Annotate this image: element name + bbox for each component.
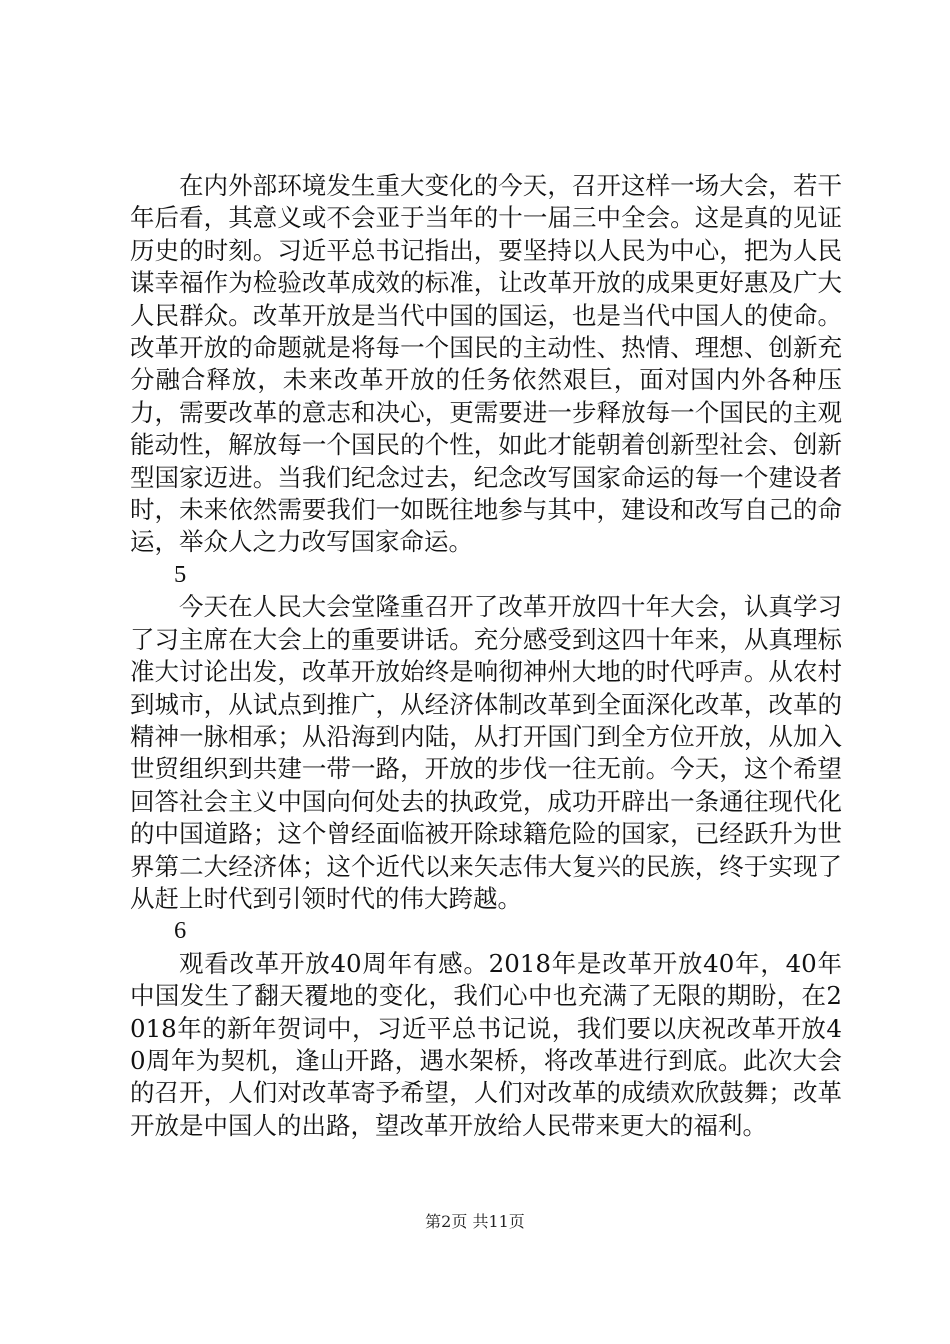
section-number: 5 (174, 560, 187, 588)
document-body (130, 170, 842, 1142)
paragraph: 观看改革开放40周年有感。2018年是改革开放40年，40年中国发生了翻天覆地的变化，我们心中也充满了无限的期盼，在2018年的新年贺词中，习近平总书记说，我们要以庆祝改革开放40周年为契机，逢山开路，遇水架桥，将改革进行到底。此次大会的召开，人们对改革寄予希望，人们对改革的成绩欢欣鼓舞；改革开放是中国人的出路，望改革开放给人民带来更大的福利。 (130, 948, 842, 1140)
section-number: 6 (174, 917, 187, 945)
paragraph: 在内外部环境发生重大变化的今天，召开这样一场大会，若干年后看，其意义或不会亚于当年的十一届三中全会。这是真的见证历史的时刻。习近平总书记指出，要坚持以人民为中心，把为人民谋幸福作为检验改革成效的标准，让改革开放的成果更好惠及广大人民群众。改革开放是当代中国的国运，也是当代中国人的使命。改革开放的命题就是将每一个国民的主动性、热情、理想、创新充分融合释放，未来改革开放的任务依然艰巨，面对国内外各种压力，需要改革的意志和决心，更需要进一步释放每一个国民的主观能动性，解放每一个国民的个性，如此才能朝着创新型社会、创新型国家迈进。当我们纪念过去，纪念改写国家命运的每一个建设者时，未来依然需要我们一如既往地参与其中，建设和改写自己的命运，举众人之力改写国家命运。 (130, 171, 842, 557)
page-footer: 第2页 共11页 (425, 1212, 525, 1231)
paragraph: 今天在人民大会堂隆重召开了改革开放四十年大会，认真学习了习主席在大会上的重要讲话。充分感受到这四十年来，从真理标准大讨论出发，改革开放始终是响彻神州大地的时代呼声。从农村到城市，从试点到推广，从经济体制改革到全面深化改革，改革的精神一脉相承；从沿海到内陆，从打开国门到全方位开放，从加入世贸组织到共建一带一路，开放的步伐一往无前。今天，这个希望回答社会主义中国向何处去的执政党，成功开辟出一条通往现代化的中国道路；这个曾经面临被开除球籍危险的国家，已经跃升为世界第二大经济体；这个近代以来矢志伟大复兴的民族，终于实现了从赶上时代到引领时代的伟大跨越。 (130, 592, 842, 913)
